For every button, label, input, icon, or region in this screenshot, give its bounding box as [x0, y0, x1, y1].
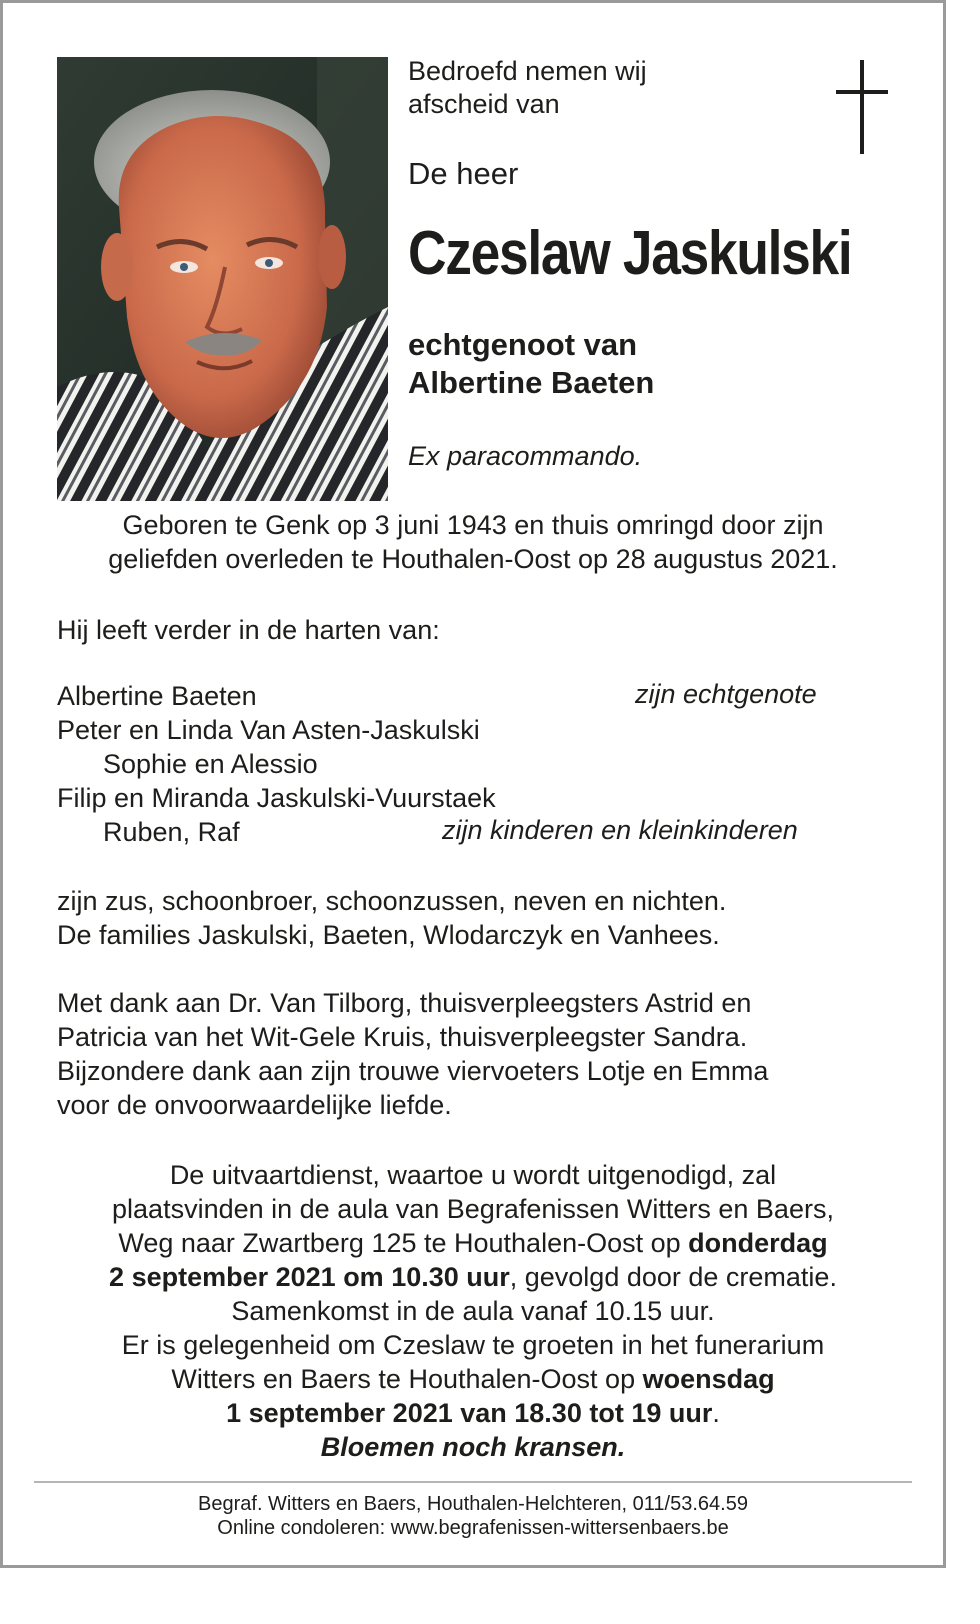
spouse-heading [408, 326, 654, 402]
intro-line-1: Bedroefd nemen wij [408, 56, 647, 86]
survivor-spouse: Albertine Baeten [57, 681, 257, 711]
children-relation: zijn kinderen en kleinkinderen [442, 815, 798, 845]
role-text: Ex paracommando. [408, 441, 643, 471]
footer [30, 1492, 916, 1540]
service-line-5: Samenkomst in de aula vanaf 10.15 uur. [231, 1296, 715, 1326]
survivor-child-2: Filip en Miranda Jaskulski-Vuurstaek [57, 783, 496, 813]
visitation-date-time: 1 september 2021 van 18.30 tot 19 uur [226, 1398, 713, 1428]
service-line-3 [30, 1226, 916, 1260]
birth-line-2: geliefden overleden te Houthalen-Oost op 28 augustus 2021. [108, 544, 838, 574]
survivor-grandchildren-1: Sophie en Alessio [103, 749, 318, 779]
intro-line-2: afscheid van [408, 89, 560, 119]
other-relatives [57, 884, 726, 952]
service-day: donderdag [688, 1228, 828, 1258]
service-line-8 [30, 1396, 916, 1430]
latin-cross-icon [834, 60, 890, 154]
service-line-4 [30, 1260, 916, 1294]
visitation-period: . [712, 1398, 720, 1428]
footer-divider [34, 1481, 912, 1483]
no-flowers-note: Bloemen noch kransen. [320, 1432, 626, 1462]
survivor-child-1: Peter en Linda Van Asten-Jaskulski [57, 715, 480, 745]
deceased-name: Czeslaw Jaskulski [408, 219, 852, 288]
visitation-place: Witters en Baers te Houthalen-Oost op [171, 1364, 643, 1394]
intro-text [408, 55, 647, 121]
birth-line-1: Geboren te Genk op 3 juni 1943 en thuis omringd door zijn [122, 510, 824, 540]
service-date-time: 2 september 2021 om 10.30 uur [109, 1262, 510, 1292]
spouse-line-2: Albertine Baeten [408, 365, 655, 400]
survivor-grandchildren-2: Ruben, Raf [103, 817, 240, 847]
thanks-line-3: Bijzondere dank aan zijn trouwe viervoeters Lotje en Emma [57, 1056, 769, 1086]
service-line-2: plaatsvinden in de aula van Begrafenissen Witters en Baers, [112, 1194, 834, 1224]
service-cremation: , gevolgd door de crematie. [509, 1262, 837, 1292]
survivors-list [57, 679, 496, 849]
funeral-home-info: Begraf. Witters en Baers, Houthalen-Helchteren, 011/53.64.59 [198, 1493, 748, 1515]
birth-death-text [30, 508, 916, 576]
service-address: Weg naar Zwartberg 125 te Houthalen-Oost op [118, 1228, 689, 1258]
online-condolence-link[interactable]: Online condoleren: www.begrafenissen-wittersenbaers.be [217, 1517, 729, 1539]
service-line-6: Er is gelegenheid om Czeslaw te groeten in het funerarium [121, 1330, 825, 1360]
survivors-intro: Hij leeft verder in de harten van: [57, 615, 440, 645]
visitation-day: woensdag [642, 1364, 775, 1394]
others-line-2: De families Jaskulski, Baeten, Wlodarczyk en Vanhees. [57, 920, 720, 950]
portrait-photo [57, 57, 388, 501]
spouse-line-1: echtgenoot van [408, 327, 638, 362]
service-line-7 [30, 1362, 916, 1396]
thanks-text [57, 986, 768, 1122]
thanks-line-2: Patricia van het Wit-Gele Kruis, thuisverpleegster Sandra. [57, 1022, 748, 1052]
spouse-relation: zijn echtgenote [635, 679, 817, 709]
service-line-1: De uitvaartdienst, waartoe u wordt uitgenodigd, zal [169, 1160, 777, 1190]
thanks-line-1: Met dank aan Dr. Van Tilborg, thuisverpleegsters Astrid en [57, 988, 752, 1018]
thanks-line-4: voor de onvoorwaardelijke liefde. [57, 1090, 452, 1120]
others-line-1: zijn zus, schoonbroer, schoonzussen, neven en nichten. [57, 886, 727, 916]
honorific: De heer [408, 156, 519, 191]
service-details [30, 1158, 916, 1464]
